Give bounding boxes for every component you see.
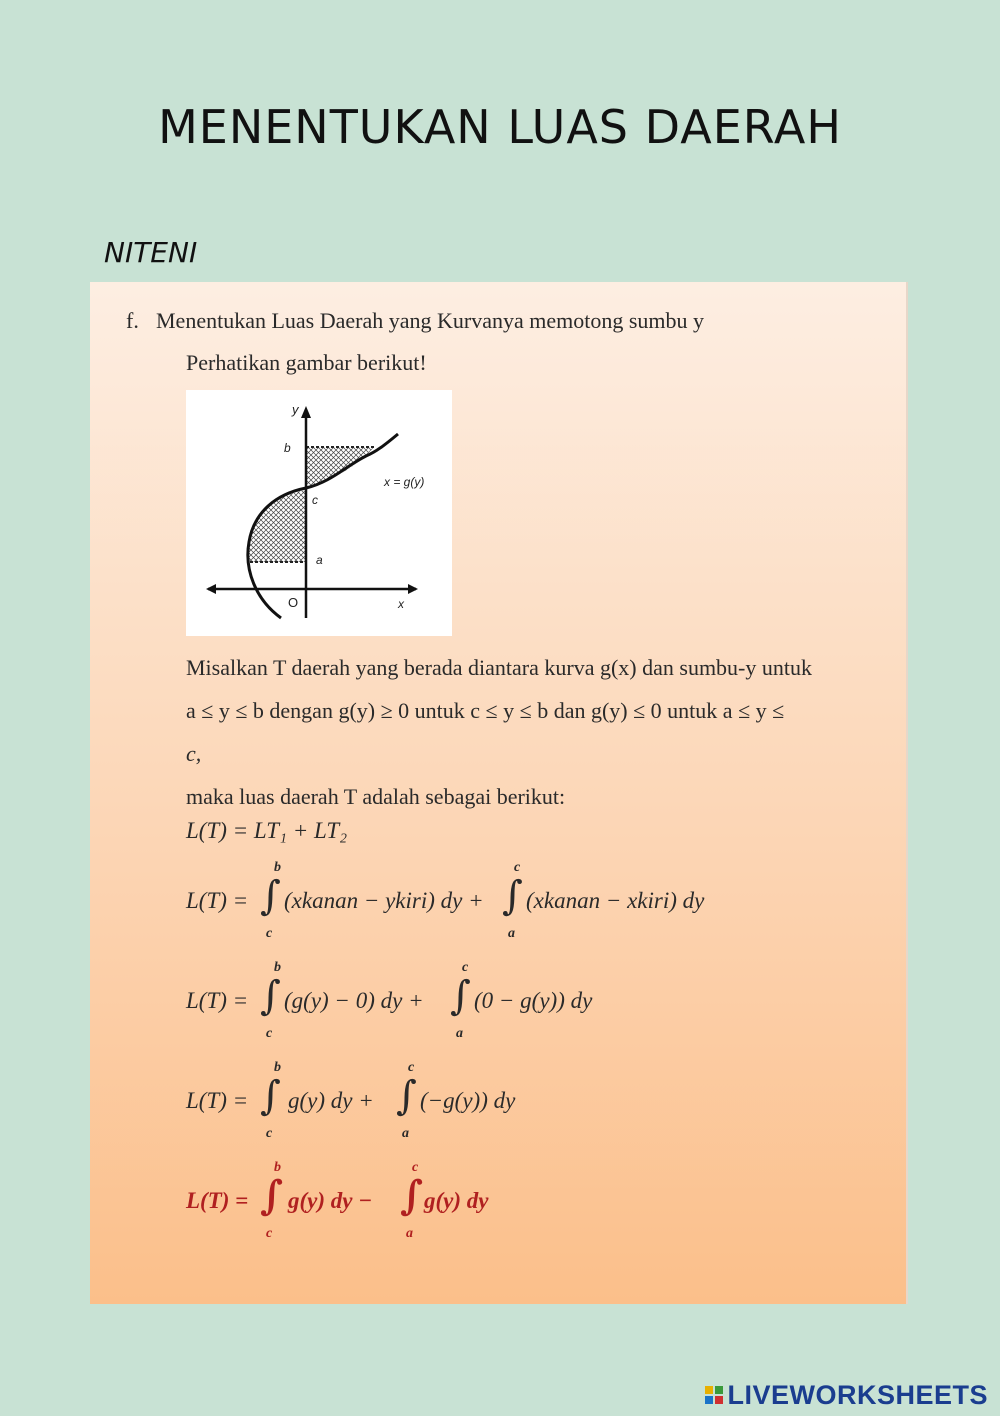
x-axis-label: x	[398, 597, 404, 611]
eq3-lower-limit-2: a	[456, 1026, 463, 1041]
integral-sign: ∫	[260, 973, 281, 1019]
equation-3	[186, 960, 786, 1058]
eq2-upper-limit-1: b	[274, 860, 281, 875]
integral-sign: ∫	[260, 873, 281, 919]
lead-text: Perhatikan gambar berikut!	[186, 350, 427, 375]
b-label: b	[284, 441, 291, 455]
logo-text: LIVEWORKSHEETS	[727, 1379, 988, 1410]
integral-sign: ∫	[450, 973, 471, 1019]
paragraph-line-1: Misalkan T daerah yang berada diantara kurva g(x) dan sumbu-y untuk	[186, 655, 812, 680]
content-card	[90, 282, 906, 1304]
integral-sign: ∫	[260, 1073, 281, 1119]
shaded-region-upper	[306, 447, 374, 488]
shaded-region-lower	[249, 490, 306, 562]
eq4-lhs: L(T) =	[186, 1088, 249, 1113]
equation-2	[186, 860, 786, 958]
eq4-lower-limit-1: c	[266, 1126, 273, 1141]
eq2-lhs: L(T) =	[186, 888, 249, 913]
eq3-upper-limit-2: c	[462, 960, 469, 975]
integral-sign: ∫	[502, 873, 523, 919]
explanation-paragraph	[186, 646, 890, 818]
eq3-term-1: (g(y) − 0) dy +	[284, 988, 424, 1013]
liveworksheets-logo[interactable]	[705, 1380, 988, 1410]
eq5-lower-limit-1: c	[266, 1226, 273, 1241]
eq5-term-2: g(y) dy	[424, 1188, 489, 1213]
a-label: a	[316, 553, 323, 567]
paragraph-line-4: maka luas daerah T adalah sebagai berikut:	[186, 784, 566, 809]
y-axis-label: y	[292, 402, 299, 417]
eq4-upper-limit-1: b	[274, 1060, 281, 1075]
section-label: NITENI	[104, 236, 198, 269]
equation-1: L(T) = LT₁ + LT₂	[186, 818, 348, 843]
y-axis-arrow	[301, 406, 311, 418]
eq2-lower-limit-2: a	[508, 926, 515, 941]
x-axis-arrow-right	[408, 584, 418, 594]
eq2-upper-limit-2: c	[514, 860, 521, 875]
eq4-upper-limit-2: c	[408, 1060, 415, 1075]
integral-sign: ∫	[260, 1172, 284, 1219]
eq4-term-2: (−g(y)) dy	[420, 1088, 516, 1113]
paragraph-line-2: a ≤ y ≤ b dengan g(y) ≥ 0 untuk c ≤ y ≤ b dan g(y) ≤ 0 untuk a ≤ y ≤	[186, 698, 785, 723]
area-figure	[186, 390, 452, 636]
subsection-heading	[126, 308, 704, 334]
eq3-lower-limit-1: c	[266, 1026, 273, 1041]
eq2-term-1: (xkanan − ykiri) dy +	[284, 888, 484, 913]
equation-5-result	[186, 1160, 786, 1258]
eq5-lower-limit-2: a	[406, 1226, 413, 1241]
eq3-lhs: L(T) =	[186, 988, 249, 1013]
eq5-term-1: g(y) dy −	[288, 1188, 373, 1213]
eq3-upper-limit-1: b	[274, 960, 281, 975]
equation-4	[186, 1060, 786, 1158]
eq4-lower-limit-2: a	[402, 1126, 409, 1141]
x-axis-arrow-left	[206, 584, 216, 594]
logo-mark-icon	[705, 1386, 723, 1404]
paragraph-line-3: c,	[186, 741, 202, 766]
eq5-upper-limit-2: c	[412, 1160, 419, 1175]
eq5-lhs: L(T) =	[186, 1188, 249, 1213]
curve-label: x = g(y)	[384, 475, 425, 489]
eq4-term-1: g(y) dy +	[288, 1088, 374, 1113]
eq2-lower-limit-1: c	[266, 926, 273, 941]
area-diagram	[186, 390, 452, 636]
page-title: MENENTUKAN LUAS DAERAH	[158, 100, 842, 154]
heading-text: Menentukan Luas Daerah yang Kurvanya memotong sumbu y	[156, 308, 705, 333]
integral-sign: ∫	[396, 1073, 417, 1119]
eq2-term-2: (xkanan − xkiri) dy	[526, 888, 705, 913]
eq5-upper-limit-1: b	[274, 1160, 281, 1175]
heading-number: f.	[126, 308, 139, 333]
eq3-term-2: (0 − g(y)) dy	[474, 988, 593, 1013]
integral-sign: ∫	[400, 1172, 424, 1219]
origin-label: O	[288, 595, 299, 610]
c-label: c	[312, 493, 318, 507]
